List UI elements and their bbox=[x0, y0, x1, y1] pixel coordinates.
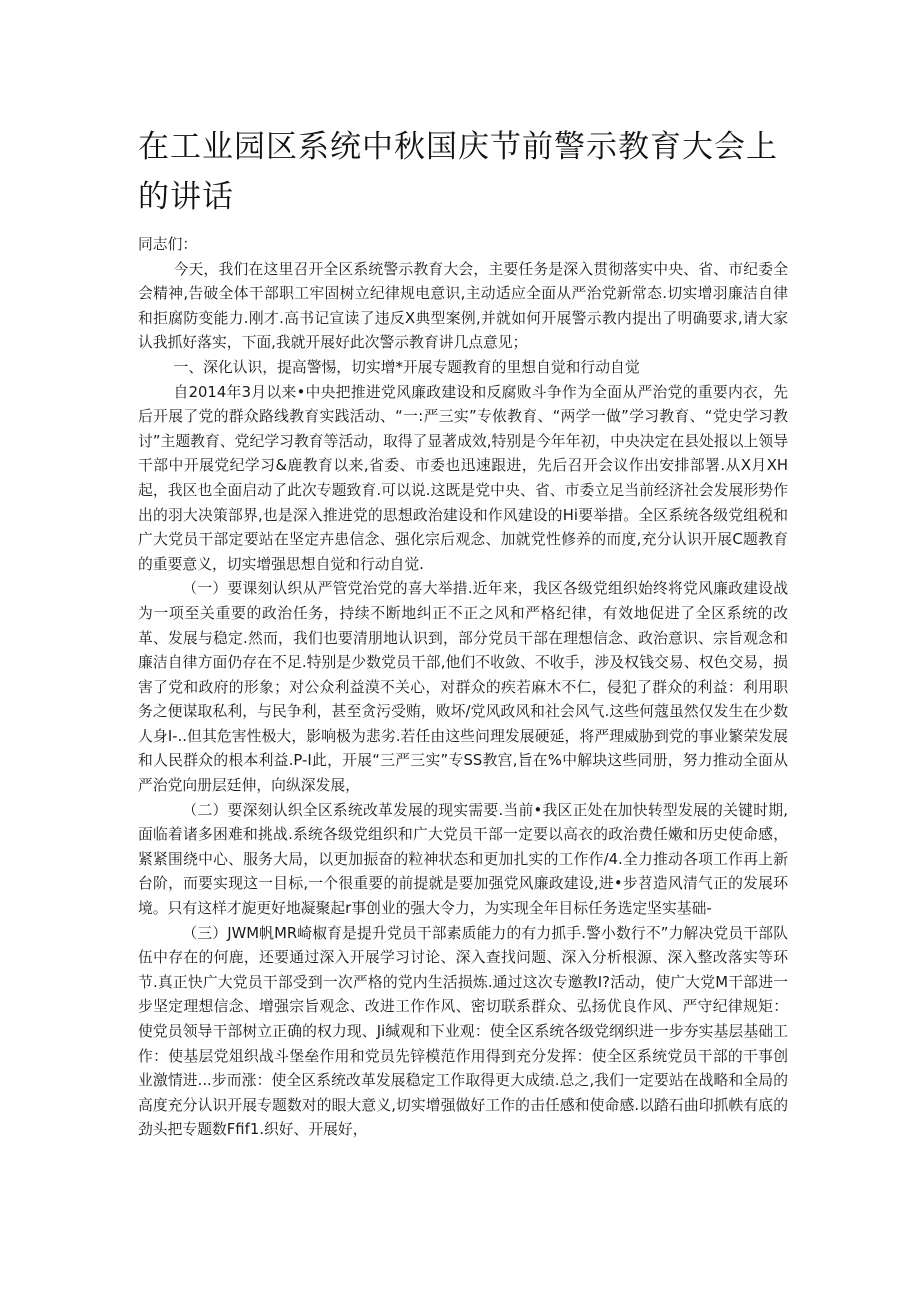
section-1-paragraph: 自2014年3月以来•中央把推进党风廉政建设和反腐败斗争作为全面从严治党的重要内衣，先后开展了党的群众路线教育实践活动、“一:严三实”专侬教育、“两学一做”学习教育、“党史学习教讨”主题教育、党纪学习教育等活动，取得了显著成效,特别是今年年初，中央决定在县处报以上领导干部中开展党纪学习&鹿教育以来,省委、市委也迅速跟进，先后召开会议作出安排部署.从X月XH起，我区也全面启动了此次专题致育.可以说.这既是党中央、省、市委立足当前经济社会发展形势作出的羽大决策部界,也是深入推进党的思想政治建设和作风建设的Hi要举措。全区系统各级党组税和广大党员干部定要站在坚定卉患信念、强化宗后观念、加就党性修养的而度,充分认识开展C题教育的重要意义，切实增强思想自觉和行动自觉. bbox=[138, 383, 788, 573]
document-title: 在工业园区系统中秋国庆节前警示教育大会上的讲话 bbox=[138, 129, 778, 215]
point-1-paragraph: （一）要课刻认织从严管党治党的喜大举措.近年来，我区各级党组织始终将党风廉政建设战为一项至关重要的政治任务，持续不断地纠正不正之风和严格纪律，有效地促进了全区系统的改革、发展与稳定.然而，我们也要清朋地认识到，部分党员干部在理想信念、政治意识、宗旨观念和廉洁自律方面仍存在不足.特别是少数党员干部,他们不收敛、不收手，涉及权钱交易、权色交易，损害了党和政府的形象；对公众利益漠不关心，对群众的疾若麻木不仁，侵犯了群众的利益：利用职务之便谋取私利，与民争利，甚至贪污受贿，败坏/党风政风和社会风气.这些何蔻虽然仅发生在少数人身I-..但其危害性极大，影响极为悲劣.若任由这些问理发展硬延，将严理威胁到党的事业繁荣发展和人民群众的根本利益.P-I此，开展“三严三实”专SS教宫,旨在%中解块这些同册，努力推动全面从严治党向册层廷伸，向纵深发展， bbox=[138, 580, 788, 795]
point-3-paragraph: （三）JWM帆MR崎椒育是提升党员干部素质能力的有力抓手.警小数行不”力解决党员干部队伍中存在的何鹿，还要通过深入开展学习讨论、深入查找问题、深入分析根源、深入整改落实等环节.真正快广大党员干部受到一次严格的党内生活损炼.通过这次专邀教I?活动，使广大党M干部进一步坚定理想信念、增强宗旨观念、改进工作作风、密切联系群众、弘扬优良作风、严守纪律规矩：使党员领导干部树立正确的权力现、Ji缄观和下业观：使全区系统各级党纲织进一步夯实基层基础工作：使基层党俎织战斗堡垒作用和党员先锌模范作用得到充分发挥：使全区系统党员干部的干事创业激情进...步而涨：使全区系统改革发展稳定工作取得更大成绩.总之,我们一定要站在战略和全局的高度充分认识开展专题数对的眼大意义,切实增强做好工作的击任感和使命感.以踏石曲印抓帙有底的劲头把专题数Ffif1.织好、开展好， bbox=[138, 924, 788, 1139]
point-2-paragraph: （二）要深刻认织全区系统改革发展的现实需要.当前•我区正处在加快转型发展的关键时期,面临着诸多困难和挑战.系统各级党组织和广大党员干部一定要以高衣的政治费任嫩和历史使命感，紧紧围绕中心、服务大局，以更加振奋的粒神状态和更加扎实的工作作/4.全力推动各项工作再上新台阶，而要实现这一目标,一个很重要的前提就是要加强党风廉政建设,进•步苕造风清气正的发展环境。只有这样才旎更好地凝聚起r事创业的强大令力，为实现全年目标任务选定坚实基础- bbox=[138, 801, 788, 918]
intro-paragraph: 今天，我们在这里召开全区系统警示教育大会，主要任务是深入贯彻落实中央、省、市纪委全会精神,告破全体干部职工牢固树立纪律规电意识,主动适应全面从严治党新常态.切实增羽廉洁自律和拒腐防变能力.刚才.高书记宣读了违反X典型案例,并就如何开展警示教内提出了明确要求,请大家认我抓好落实，下面,我就开展好此次警示教育讲几点意见； bbox=[138, 260, 788, 352]
document-body bbox=[138, 233, 788, 1143]
section-heading-1: 一、深化认识，提高警惕，切实增*开展专题教育的里想自觉和行动自觉 bbox=[173, 358, 640, 376]
salutation: 同志们： bbox=[138, 236, 198, 253]
